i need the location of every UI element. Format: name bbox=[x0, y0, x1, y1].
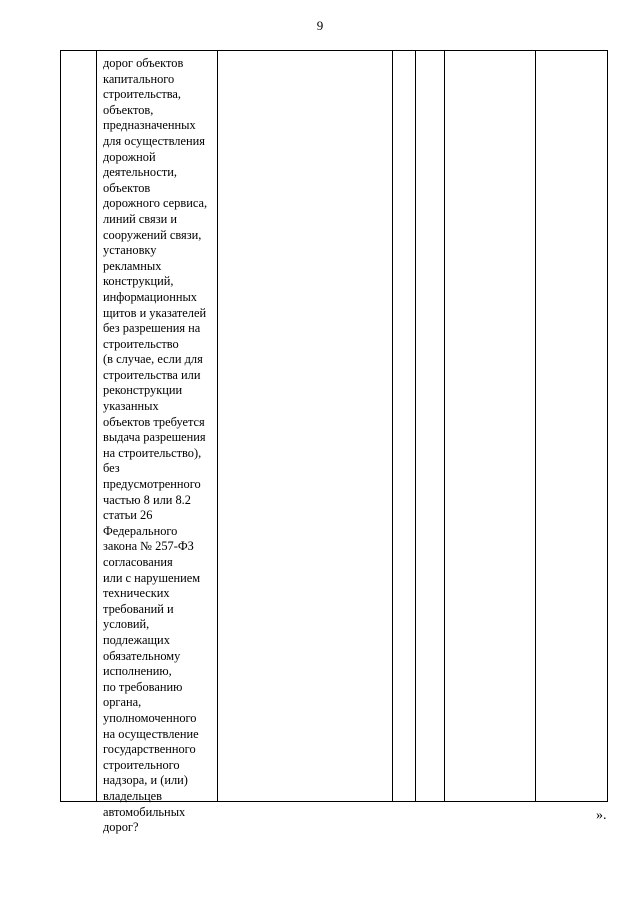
closing-quote-mark: ». bbox=[596, 808, 607, 823]
document-table bbox=[60, 50, 608, 835]
column-divider bbox=[444, 51, 445, 801]
table-cell-requirement-text: дорог объектов капитального строительства, объектов, предназначенных для осуществления дорожной деятельности, объектов дорожного сервиса, линий связи и сооружений связи, установку рекламных конструкций, информационных щитов и указателей без разрешения на строительство (в случае, если для строительства или реконструкции указанных объектов требуется выдача разрешения на строительство), без предусмотренного частью 8 или 8.2 статьи 26 Федерального закона № 257-ФЗ согласования или с нарушением технических требований и условий, подлежащих обязательному исполнению, по требованию органа, уполномоченного на осуществление государственного строительного надзора, и (или) владельцев автомобильных дорог? bbox=[103, 56, 208, 835]
column-divider bbox=[415, 51, 416, 801]
column-divider bbox=[96, 51, 97, 801]
page-number: 9 bbox=[316, 18, 324, 33]
column-divider bbox=[392, 51, 393, 801]
column-divider bbox=[535, 51, 536, 801]
